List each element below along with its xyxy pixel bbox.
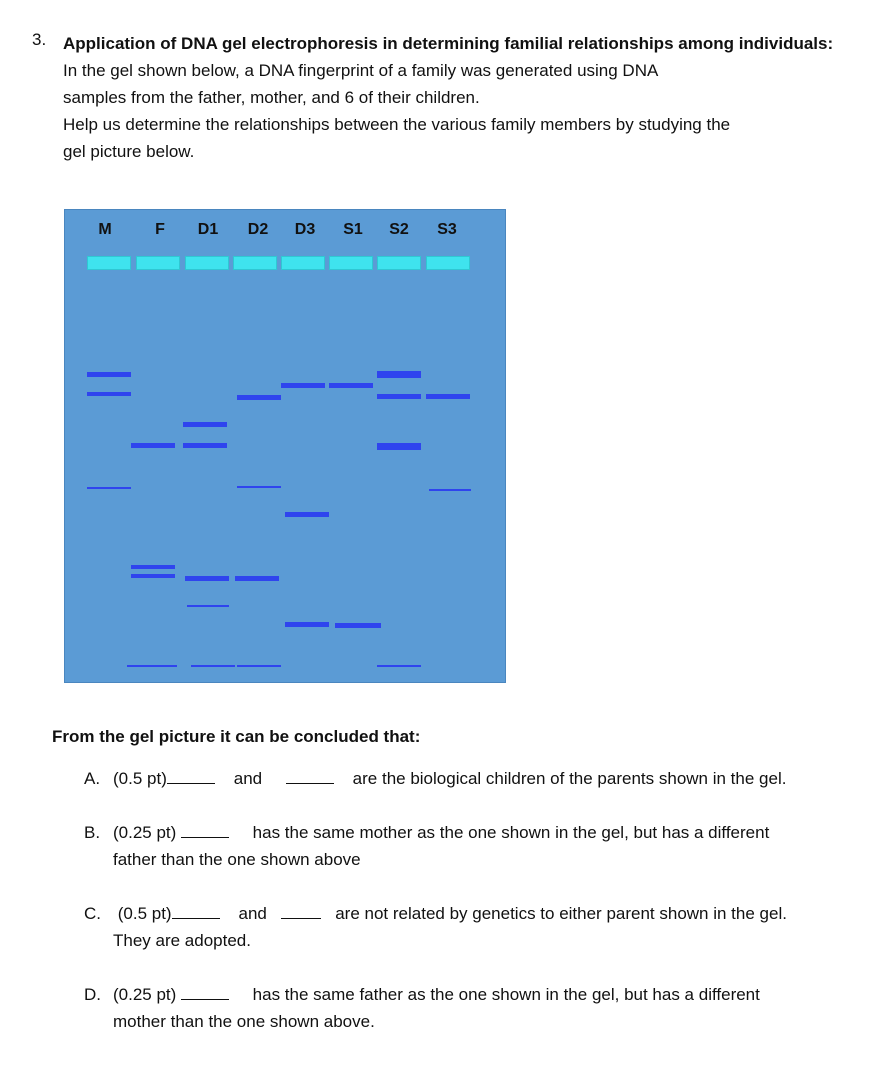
item-connector: and	[233, 769, 263, 788]
lane-label-s2: S2	[389, 221, 409, 238]
item-letter: C.	[84, 904, 101, 923]
band-m	[87, 392, 131, 396]
item-text-2: father than the one shown above	[113, 850, 361, 869]
band-d2	[237, 486, 281, 488]
band-d2	[235, 576, 279, 581]
band-s3	[429, 489, 471, 491]
band-s2	[377, 394, 421, 399]
lane-label-f: F	[155, 221, 165, 238]
intro-line-2: samples from the father, mother, and 6 of their children.	[63, 88, 480, 107]
item-points: (0.5 pt)	[117, 904, 172, 923]
item-text: has the same father as the one shown in the gel, but has a different	[252, 985, 760, 1004]
well-d2	[233, 256, 277, 270]
band-s3	[426, 394, 470, 399]
item-connector: and	[238, 904, 267, 923]
question-number: 3.	[32, 30, 47, 49]
band-s1	[329, 383, 373, 388]
lane-label-s1: S1	[343, 221, 363, 238]
band-m	[87, 487, 131, 489]
well-d1	[185, 256, 229, 270]
band-d3	[281, 383, 325, 388]
band-s1	[335, 623, 381, 628]
band-d3	[285, 512, 329, 517]
band-d1	[187, 605, 229, 607]
item-text-2: mother than the one shown above.	[113, 1012, 375, 1031]
well-f	[136, 256, 180, 270]
gel-image	[64, 209, 506, 683]
band-d2	[237, 665, 281, 667]
band-s2	[377, 371, 421, 378]
band-m	[127, 665, 177, 667]
well-m	[87, 256, 131, 270]
question-title: Application of DNA gel electrophoresis in determining familial relationships among individuals:	[63, 34, 834, 53]
intro-line-1: In the gel shown below, a DNA fingerprint of a family was generated using DNA	[63, 61, 659, 80]
intro-line-4: gel picture below.	[63, 142, 195, 161]
band-f	[131, 574, 175, 578]
well-s1	[329, 256, 373, 270]
item-letter: B.	[84, 823, 101, 842]
lane-label-d3: D3	[294, 221, 316, 238]
answer-blank[interactable]	[181, 985, 229, 1000]
item-points: (0.5 pt)	[113, 769, 167, 788]
intro-line-3: Help us determine the relationships between the various family members by studying the	[63, 115, 731, 134]
item-letter: A.	[84, 769, 101, 788]
item-text-2: They are adopted.	[113, 931, 251, 950]
band-d1	[183, 443, 227, 448]
question-intro	[63, 30, 853, 165]
well-s3	[426, 256, 470, 270]
item-points: (0.25 pt)	[113, 823, 177, 842]
well-d3	[281, 256, 325, 270]
band-d1	[191, 665, 235, 667]
answer-blank[interactable]	[167, 769, 215, 784]
item-points: (0.25 pt)	[113, 985, 177, 1004]
band-f	[131, 443, 175, 448]
band-f	[131, 565, 175, 569]
band-m	[87, 372, 131, 377]
item-text: are the biological children of the parents shown in the gel.	[352, 769, 787, 788]
band-d1	[185, 576, 229, 581]
band-s2	[377, 443, 421, 450]
answer-blank[interactable]	[181, 823, 229, 838]
item-text: has the same mother as the one shown in the gel, but has a different	[252, 823, 770, 842]
band-s2	[377, 665, 421, 667]
band-d1	[183, 422, 227, 427]
well-s2	[377, 256, 421, 270]
answer-blank[interactable]	[286, 769, 334, 784]
conclusion-heading: From the gel picture it can be concluded that:	[52, 727, 421, 746]
band-d2	[237, 395, 281, 400]
lane-label-d2: D2	[247, 221, 269, 238]
answer-blank[interactable]	[172, 904, 220, 919]
answer-blank[interactable]	[281, 904, 321, 919]
item-text: are not related by genetics to either parent shown in the gel.	[335, 904, 787, 923]
lane-label-d1: D1	[197, 221, 219, 238]
lane-label-s3: S3	[437, 221, 457, 238]
item-letter: D.	[84, 985, 101, 1004]
lane-label-m: M	[98, 221, 112, 238]
band-d3	[285, 622, 329, 627]
